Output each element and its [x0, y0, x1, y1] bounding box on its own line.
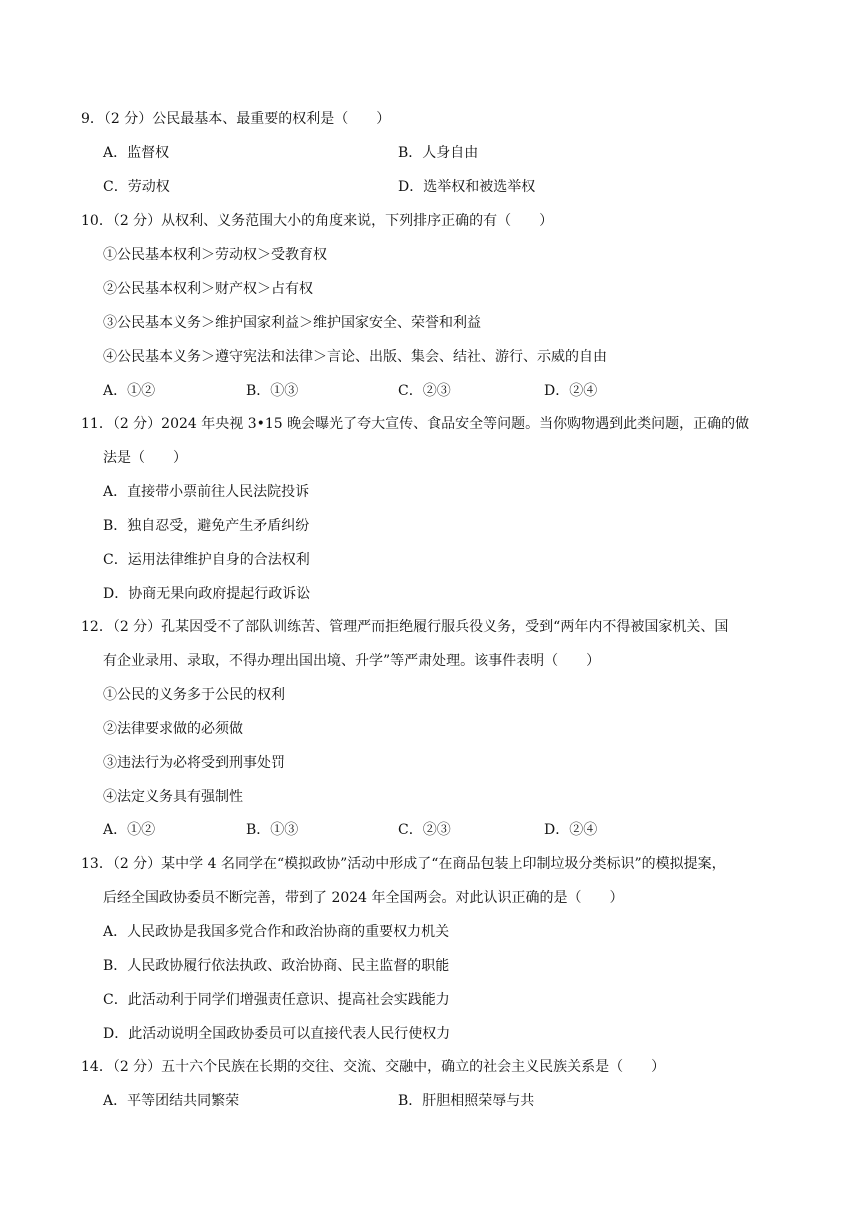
question-10-item-3: ③公民基本义务＞维护国家利益＞维护国家安全、荣誉和利益 [103, 315, 481, 331]
question-13-option-a: A．人民政协是我国多党合作和政治协商的重要权力机关 [103, 924, 450, 940]
question-10-option-c: C．②③ [398, 383, 451, 399]
question-10-item-4: ④公民基本义务＞遵守宪法和法律＞言论、出版、集会、结社、游行、示威的自由 [103, 349, 607, 365]
question-10-option-a: A．①② [103, 383, 156, 399]
question-13-option-c: C．此活动利于同学们增强责任意识、提高社会实践能力 [103, 992, 450, 1008]
question-10-item-1: ①公民基本权利＞劳动权＞受教育权 [103, 247, 327, 263]
question-11-option-c: C．运用法律维护自身的合法权利 [103, 552, 310, 568]
question-13-option-b: B．人民政协履行依法执政、政治协商、民主监督的职能 [103, 958, 450, 974]
question-12-option-d: D．②④ [544, 822, 598, 838]
question-10-item-2: ②公民基本权利＞财产权＞占有权 [103, 281, 313, 297]
question-9-option-a: A．监督权 [103, 145, 170, 161]
question-13-option-d: D．此活动说明全国政协委员可以直接代表人民行使权力 [103, 1026, 451, 1042]
question-9-option-c: C．劳动权 [103, 179, 170, 195]
question-11-option-d: D．协商无果向政府提起行政诉讼 [103, 586, 311, 602]
question-11-stem-continued: 法是（ ） [103, 450, 187, 466]
question-13-stem-continued: 后经全国政协委员不断完善，带到了 2024 年全国两会。对此认识正确的是（ ） [103, 890, 624, 906]
question-13-stem: 13．（2 分）某中学 4 名同学在“模拟政协”活动中形成了“在商品包装上印制垃圾分类标识”的模拟提案， [81, 856, 726, 872]
question-10-stem: 10．（2 分）从权利、义务范围大小的角度来说，下列排序正确的有（ ） [81, 213, 554, 229]
question-12-item-2: ②法律要求做的必须做 [103, 721, 243, 737]
question-11-option-b: B．独自忍受，避免产生矛盾纠纷 [103, 518, 310, 534]
question-10-option-d: D．②④ [544, 383, 598, 399]
question-14-option-a: A．平等团结共同繁荣 [103, 1093, 240, 1109]
question-11-stem: 11．（2 分）2024 年央视 3•15 晚会曝光了夸大宣传、食品安全等问题。当你购物遇到此类问题，正确的做 [81, 416, 750, 432]
question-12-option-a: A．①② [103, 822, 156, 838]
question-9-option-b: B．人身自由 [398, 145, 479, 161]
question-12-item-3: ③违法行为必将受到刑事处罚 [103, 755, 285, 771]
question-12-item-1: ①公民的义务多于公民的权利 [103, 687, 285, 703]
question-12-option-b: B．①③ [246, 822, 299, 838]
question-12-item-4: ④法定义务具有强制性 [103, 789, 243, 805]
question-14-option-b: B．肝胆相照荣辱与共 [398, 1093, 535, 1109]
question-9-stem: 9．（2 分）公民最基本、最重要的权利是（ ） [81, 111, 391, 127]
question-11-option-a: A．直接带小票前往人民法院投诉 [103, 484, 310, 500]
question-9-option-d: D．选举权和被选举权 [398, 179, 536, 195]
question-14-stem: 14．（2 分）五十六个民族在长期的交往、交流、交融中，确立的社会主义民族关系是（ ） [81, 1059, 666, 1075]
question-10-option-b: B．①③ [246, 383, 299, 399]
question-12-stem: 12．（2 分）孔某因受不了部队训练苦、管理严而拒绝履行服兵役义务，受到“两年内不得被国家机关、国 [81, 619, 729, 635]
question-12-option-c: C．②③ [398, 822, 451, 838]
question-12-stem-continued: 有企业录用、录取，不得办理出国出境、升学”等严肃处理。该事件表明（ ） [103, 653, 601, 669]
